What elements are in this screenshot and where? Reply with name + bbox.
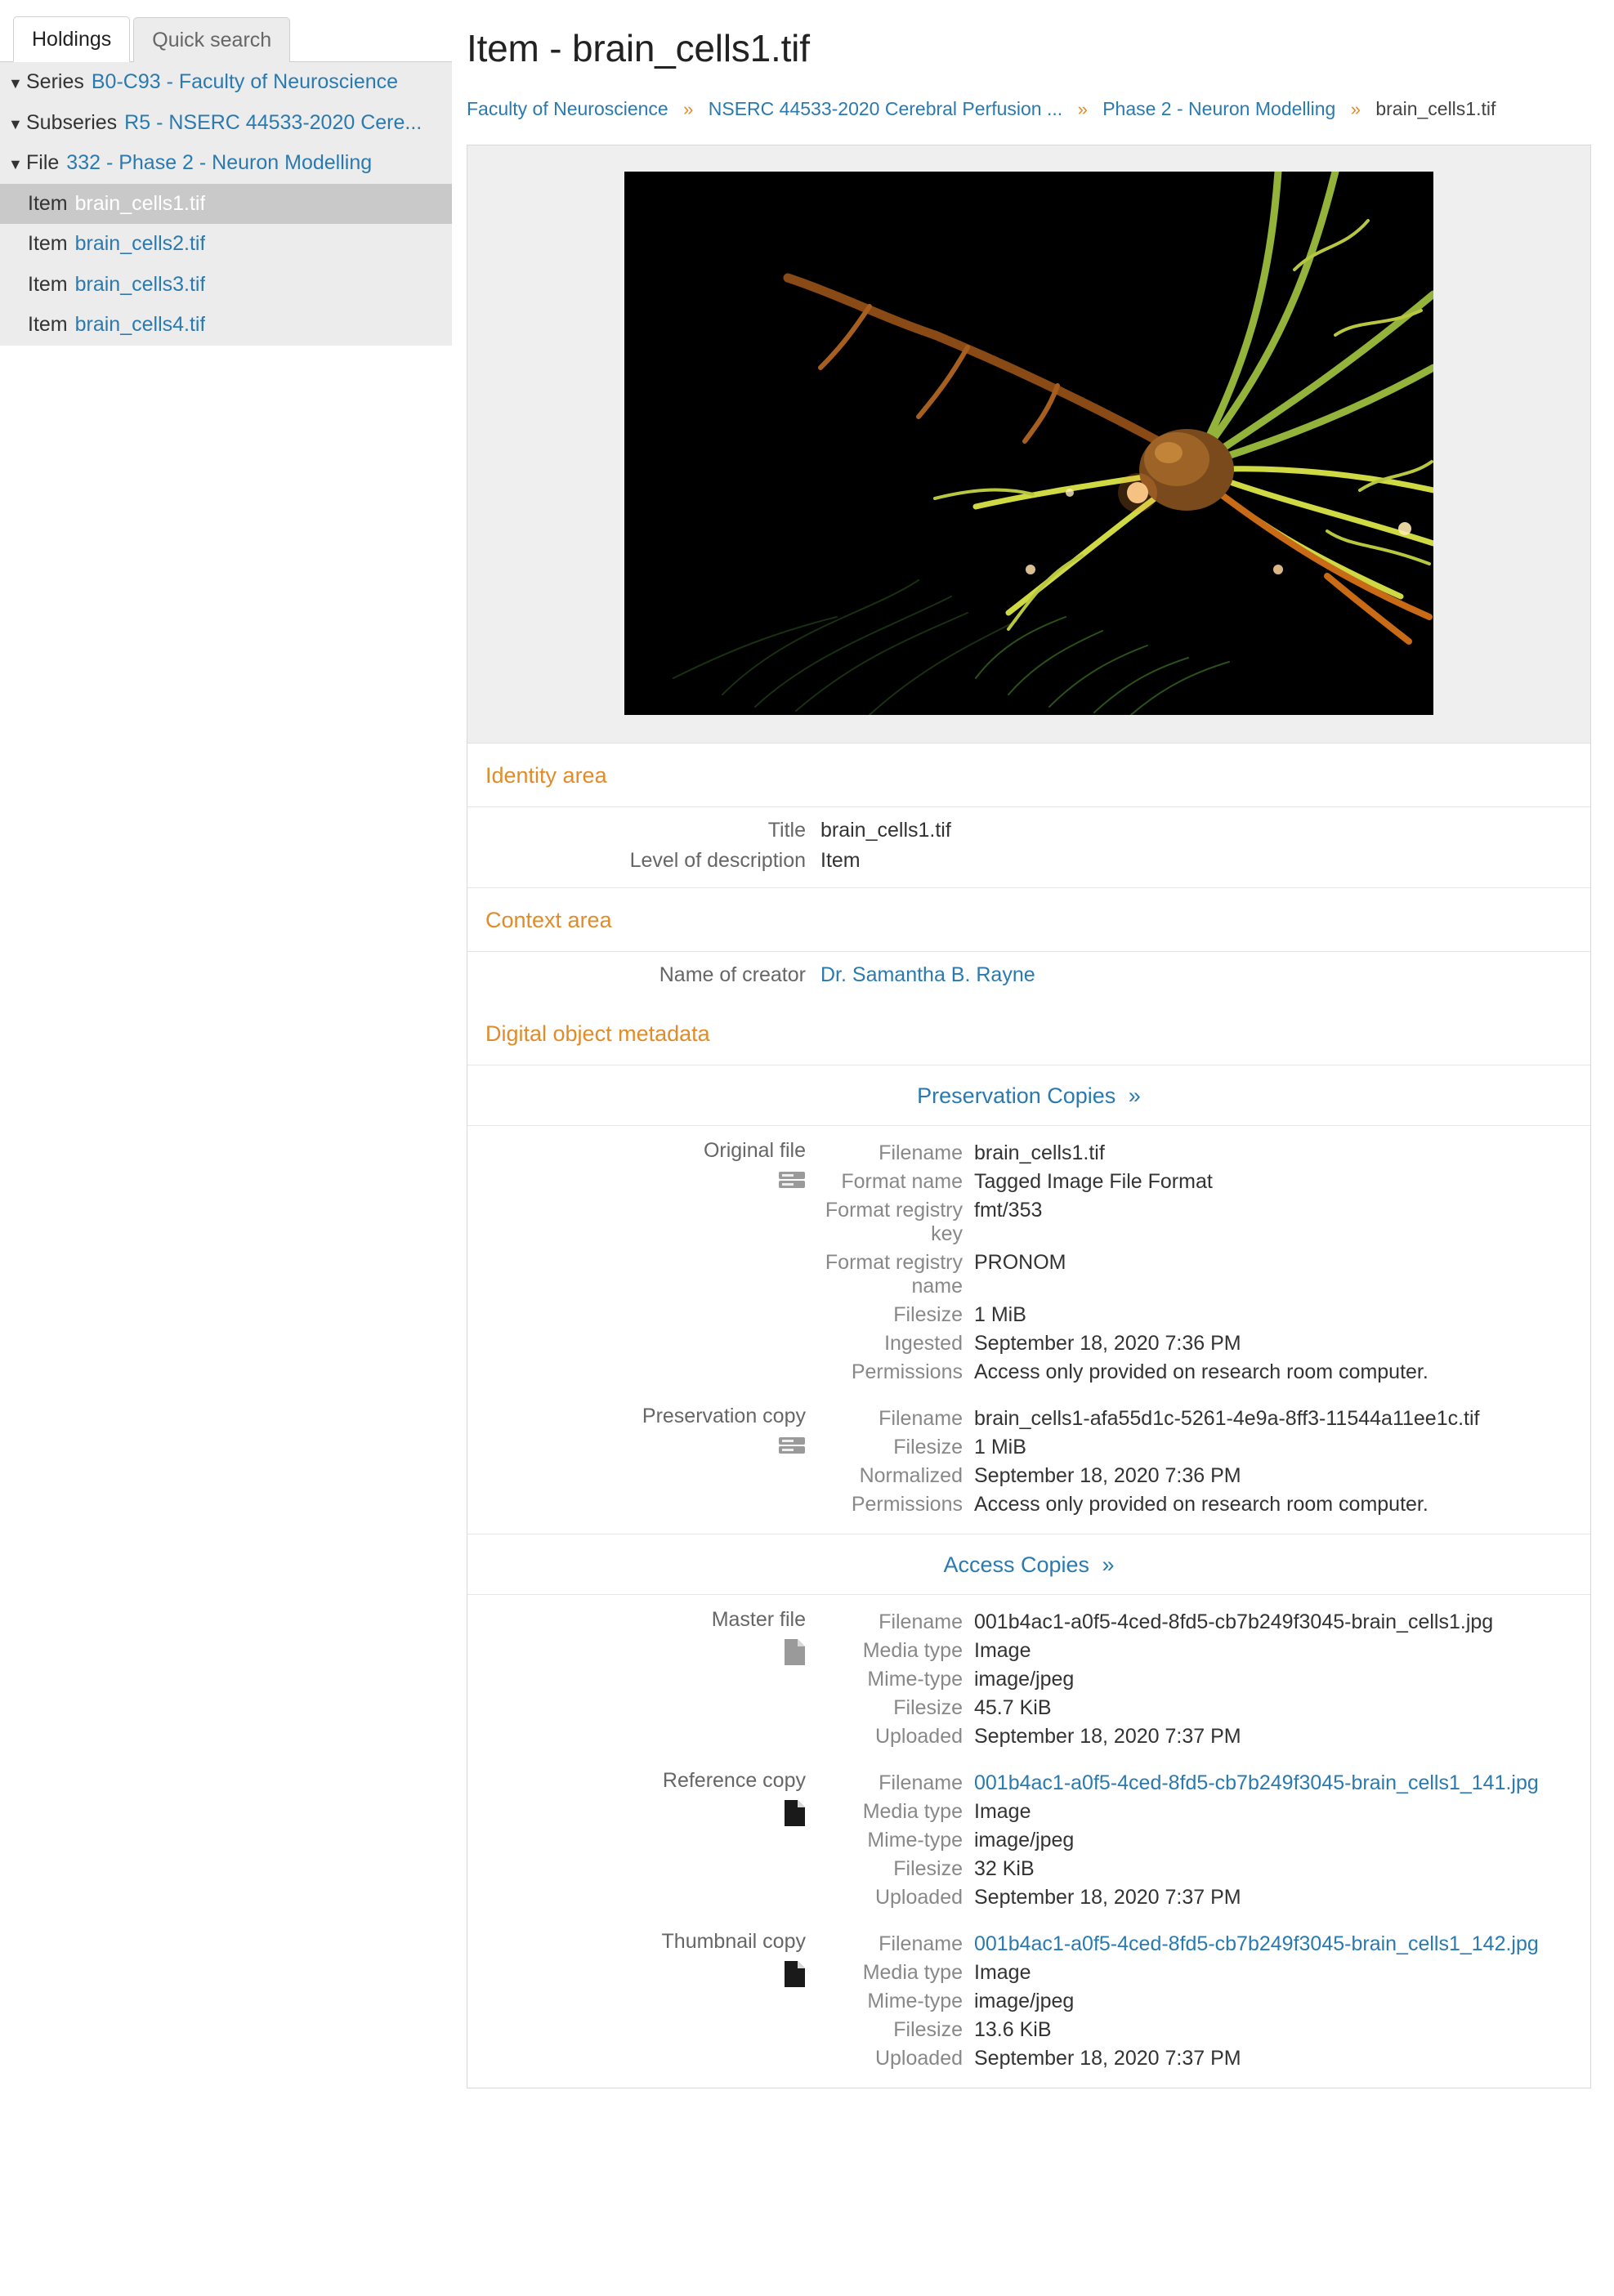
reference-copy-filename-link[interactable]: 001b4ac1-a0f5-4ced-8fd5-cb7b249f3045-brain_cells1_141.jpg: [974, 1771, 1539, 1794]
caret-down-icon[interactable]: ▼: [8, 156, 23, 172]
row-mime-type: Mime-type image/jpeg: [867, 1667, 1075, 1691]
access-copies-toggle[interactable]: [467, 1534, 1590, 1595]
row-filename: Filename 001b4ac1-a0f5-4ced-8fd5-cb7b249f3045-brain_cells1_141.jpg: [879, 1771, 1539, 1794]
preservation-copies-link[interactable]: Preservation Copies: [917, 1083, 1116, 1108]
tree-item-label[interactable]: brain_cells4.tif: [74, 314, 206, 336]
row-mime-type: Mime-type image/jpeg: [867, 1828, 1075, 1852]
breadcrumb-link-1[interactable]: NSERC 44533-2020 Cerebral Perfusion ...: [708, 98, 1063, 119]
row-media-type: Media type Image: [862, 1799, 1031, 1823]
row-normalized: Normalized September 18, 2020 7:36 PM: [859, 1463, 1241, 1487]
digital-object-metadata-heading: Digital object metadata: [467, 1002, 1590, 1065]
disk-icon: [485, 1169, 806, 1199]
row-uploaded: Uploaded September 18, 2020 7:37 PM: [874, 1724, 1241, 1748]
object-reference-copy-rows: [820, 1769, 1572, 1912]
row-filesize: Filesize 45.7 KiB: [893, 1695, 1052, 1719]
tree-item-brain-cells1[interactable]: [0, 184, 452, 225]
object-original-file-label: Original file: [485, 1139, 820, 1199]
breadcrumb: [467, 95, 1591, 123]
row-permissions: Permissions Access only provided on research room computer.: [851, 1360, 1428, 1383]
tree-node-file[interactable]: [0, 143, 452, 184]
identity-area-heading: Identity area: [467, 744, 1590, 807]
breadcrumb-separator-icon: »: [683, 99, 694, 119]
object-preservation-copy-rows: [820, 1405, 1572, 1519]
tree-level-label: Series: [26, 70, 84, 93]
field-title-label: Title: [767, 818, 806, 842]
object-thumbnail-copy: [467, 1927, 1590, 2088]
row-uploaded: Uploaded September 18, 2020 7:37 PM: [874, 2046, 1241, 2070]
row-media-type: Media type Image: [862, 1960, 1031, 1984]
tree-item-brain-cells4[interactable]: [0, 305, 452, 346]
row-media-type: Media type Image: [862, 1638, 1031, 1662]
creator-link[interactable]: Dr. Samantha B. Rayne: [820, 963, 1035, 986]
field-name-of-creator: [467, 960, 1590, 990]
tab-quick-search-label: Quick search: [152, 29, 272, 51]
tree-item-label[interactable]: brain_cells1.tif: [74, 192, 206, 215]
row-uploaded: Uploaded September 18, 2020 7:37 PM: [874, 1885, 1241, 1909]
row-filesize: Filesize 1 MiB: [893, 1435, 1026, 1458]
field-creator-label: Name of creator: [659, 963, 806, 986]
tree-node-label[interactable]: R5 - NSERC 44533-2020 Cere...: [124, 111, 423, 134]
tree-item-brain-cells3[interactable]: [0, 265, 452, 306]
object-master-file-rows: [820, 1608, 1572, 1751]
row-filename: Filename brain_cells1.tif: [879, 1141, 1105, 1164]
breadcrumb-separator-icon: »: [1350, 99, 1361, 119]
tree-node-label[interactable]: 332 - Phase 2 - Neuron Modelling: [66, 152, 373, 174]
row-ingested: Ingested September 18, 2020 7:36 PM: [884, 1331, 1241, 1355]
object-thumbnail-copy-label: Thumbnail copy: [485, 1930, 820, 1994]
row-format-name: Format name Tagged Image File Format: [841, 1169, 1213, 1193]
digital-object-viewer: [467, 145, 1590, 744]
object-reference-copy-label: Reference copy: [485, 1769, 820, 1833]
row-filesize: Filesize 1 MiB: [893, 1302, 1026, 1326]
row-filename: Filename 001b4ac1-a0f5-4ced-8fd5-cb7b249f3045-brain_cells1.jpg: [879, 1610, 1494, 1633]
field-level-label: Level of description: [629, 848, 806, 872]
object-preservation-copy-label: Preservation copy: [485, 1405, 820, 1465]
object-original-file: [467, 1126, 1590, 1401]
caret-down-icon[interactable]: ▼: [8, 75, 23, 92]
field-title-value: brain_cells1.tif: [820, 818, 951, 842]
tree-item-label[interactable]: brain_cells3.tif: [74, 273, 206, 296]
tree-node-series[interactable]: [0, 62, 452, 103]
breadcrumb-link-0[interactable]: Faculty of Neuroscience: [467, 98, 668, 119]
row-mime-type: Mime-type image/jpeg: [867, 1989, 1075, 2012]
document-icon: [485, 1799, 806, 1833]
tab-holdings[interactable]: [13, 16, 130, 62]
caret-down-icon[interactable]: ▼: [8, 115, 23, 132]
field-creator-value: [820, 963, 1035, 987]
document-icon: [485, 1960, 806, 1994]
tree-item-brain-cells2[interactable]: [0, 224, 452, 265]
neuron-image[interactable]: [624, 172, 1433, 715]
object-preservation-copy: [467, 1401, 1590, 1534]
sidebar-tabs: [0, 0, 452, 62]
context-area-fields: [467, 952, 1590, 1002]
breadcrumb-current: brain_cells1.tif: [1375, 98, 1496, 119]
tree-level-label: Item: [28, 232, 68, 255]
record-panel: [467, 145, 1591, 2088]
row-filesize: Filesize 13.6 KiB: [893, 2017, 1052, 2041]
object-master-file-label: Master file: [485, 1608, 820, 1672]
tree-node-label[interactable]: B0-C93 - Faculty of Neuroscience: [91, 71, 399, 93]
identity-area-fields: [467, 807, 1590, 888]
sidebar: [0, 0, 452, 2121]
disk-icon: [485, 1435, 806, 1465]
tree-level-label: Item: [28, 272, 68, 296]
row-filename: Filename brain_cells1-afa55d1c-5261-4e9a-8ff3-11544a11ee1c.tif: [879, 1406, 1480, 1430]
thumbnail-copy-filename-link[interactable]: 001b4ac1-a0f5-4ced-8fd5-cb7b249f3045-brain_cells1_142.jpg: [974, 1932, 1539, 1955]
row-format-registry-name: Format registry name PRONOM: [825, 1250, 1066, 1298]
object-master-file: [467, 1595, 1590, 1766]
chevron-right-icon: »: [1128, 1083, 1141, 1108]
object-original-file-rows: [820, 1139, 1572, 1387]
tab-holdings-label: Holdings: [32, 28, 112, 51]
chevron-right-icon: »: [1102, 1552, 1115, 1577]
breadcrumb-separator-icon: »: [1077, 99, 1088, 119]
context-area-heading: Context area: [467, 888, 1590, 952]
row-filename: Filename 001b4ac1-a0f5-4ced-8fd5-cb7b249f3045-brain_cells1_142.jpg: [879, 1932, 1539, 1955]
tab-quick-search[interactable]: [133, 17, 290, 62]
access-copies-group: [467, 1595, 1590, 2088]
tree-item-label[interactable]: brain_cells2.tif: [74, 233, 206, 255]
row-filesize: Filesize 32 KiB: [893, 1856, 1035, 1880]
tree-level-label: Item: [28, 191, 68, 215]
breadcrumb-link-2[interactable]: Phase 2 - Neuron Modelling: [1102, 98, 1336, 119]
document-icon: [485, 1638, 806, 1672]
page-title: Item - brain_cells1.tif: [467, 27, 810, 69]
row-permissions: Permissions Access only provided on research room computer.: [851, 1492, 1428, 1516]
field-level-of-description: [467, 846, 1590, 876]
holdings-tree: [0, 62, 452, 346]
object-reference-copy: [467, 1766, 1590, 1927]
tree-level-label: Subseries: [26, 110, 118, 134]
access-copies-link[interactable]: Access Copies: [943, 1552, 1090, 1577]
main-content: [452, 0, 1614, 2121]
field-title: [467, 815, 1590, 846]
tree-level-label: File: [26, 151, 60, 174]
preservation-copies-toggle[interactable]: [467, 1065, 1590, 1126]
field-level-value: Item: [820, 848, 861, 872]
tree-node-subseries[interactable]: [0, 103, 452, 144]
tree-level-label: Item: [28, 313, 68, 336]
object-thumbnail-copy-rows: [820, 1930, 1572, 2073]
row-format-registry-key: Format registry key fmt/353: [825, 1198, 1043, 1245]
preservation-copies-group: [467, 1126, 1590, 1534]
